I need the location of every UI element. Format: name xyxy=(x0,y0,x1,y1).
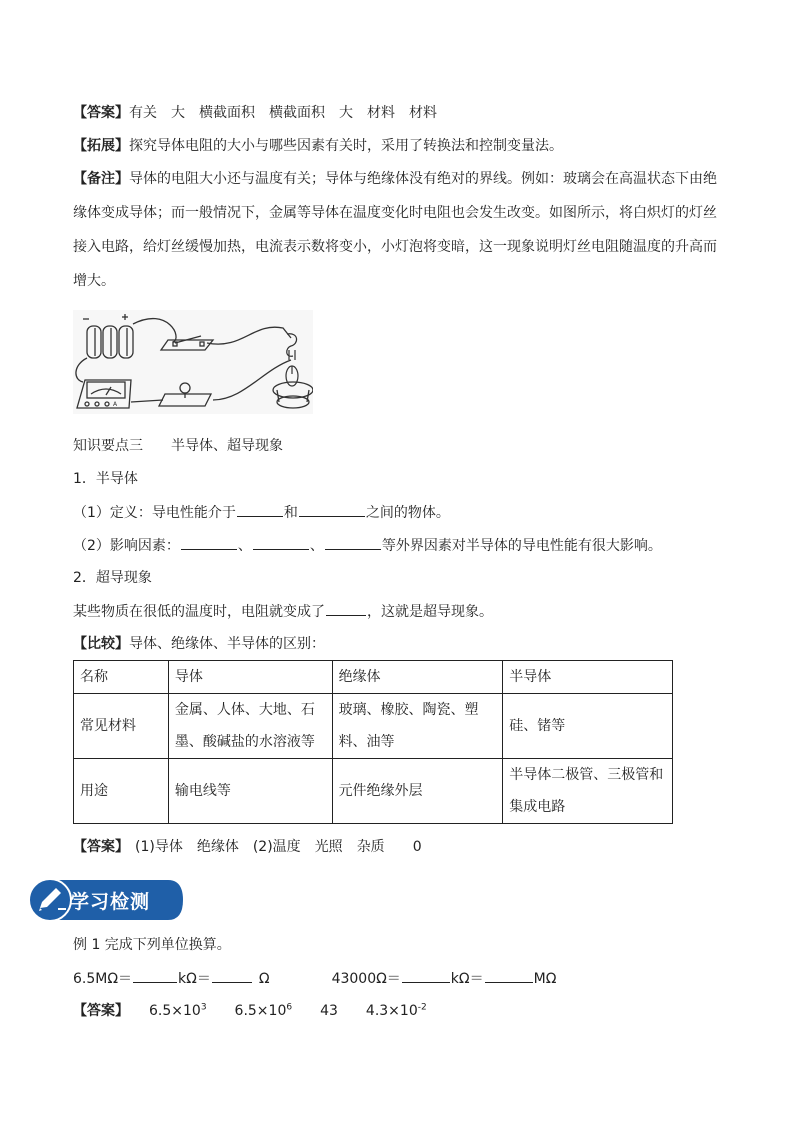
table-cell: 硅、锗等 xyxy=(503,694,673,759)
question-text: MΩ xyxy=(533,971,557,987)
answer-item: 6.5×10 xyxy=(149,1003,201,1019)
extend-line xyxy=(73,136,563,156)
separator: 、 xyxy=(309,538,324,554)
note-text: 导体的电阻大小还与温度有关；导体与绝缘体没有绝对的界线。例如：玻璃会在高温状态下由绝 xyxy=(129,171,717,187)
subheading: 2．超导现象 xyxy=(73,570,152,586)
section-title: 学习检测 xyxy=(70,891,151,913)
note-line: 缘体变成导体；而一般情况下，金属等导体在温度变化时电阻也会发生改变。如图所示，将白炽灯的灯丝 xyxy=(73,205,717,221)
answer-tag: 【答案】 xyxy=(73,105,129,121)
table-header-cell: 半导体 xyxy=(503,661,673,694)
table-cell: 用途 xyxy=(74,759,169,824)
definition-text: （1）定义：导电性能介于 xyxy=(73,505,236,521)
answer-item: 光照 xyxy=(314,839,343,855)
exponent: -2 xyxy=(417,1002,427,1013)
definition-line xyxy=(73,502,450,523)
compare-text: 导体、绝缘体、半导体的区别： xyxy=(129,636,325,652)
circuit-figure xyxy=(73,310,313,414)
factor-line xyxy=(73,535,662,556)
knowledge-heading-title: 半导体、超导现象 xyxy=(171,438,283,454)
superconduct-text: 某些物质在很低的温度时，电阻就变成了 xyxy=(73,604,325,620)
answer-item: 大 xyxy=(339,105,353,121)
factor-text: （2）影响因素： xyxy=(73,538,180,554)
note-line xyxy=(73,169,717,189)
answer-item: 绝缘体 xyxy=(196,839,239,855)
table-row xyxy=(74,759,673,824)
knowledge-heading-prefix: 知识要点三 xyxy=(73,438,143,454)
table-cell: 常见材料 xyxy=(74,694,169,759)
answer-item: 4.3×10 xyxy=(365,1003,418,1019)
table-cell: 元件绝缘外层 xyxy=(332,759,503,824)
example-title: 例 1 完成下列单位换算。 xyxy=(73,937,231,953)
ammeter-label: A xyxy=(113,401,118,408)
question-text: 43000Ω＝ xyxy=(331,971,401,987)
fill-blank[interactable] xyxy=(237,502,283,517)
note-tag: 【备注】 xyxy=(73,171,129,187)
example-question xyxy=(73,968,556,989)
exponent: 6 xyxy=(286,1002,293,1013)
compare-tag: 【比较】 xyxy=(73,636,129,652)
cell-line: 玻璃、橡胶、陶瓷、塑 xyxy=(338,702,479,718)
question-text: kΩ＝ xyxy=(450,971,484,987)
separator: 、 xyxy=(237,538,252,554)
knowledge-heading xyxy=(73,436,283,456)
answer-item: 材料 xyxy=(409,105,437,121)
answer-item: 大 xyxy=(171,105,185,121)
table-header-cell: 导体 xyxy=(168,661,332,694)
table-header-cell: 绝缘体 xyxy=(332,661,503,694)
table-cell xyxy=(503,759,673,824)
superconduct-text: ，这就是超导现象。 xyxy=(367,604,493,620)
note-line: 增大。 xyxy=(73,273,115,289)
table-cell: 输电线等 xyxy=(168,759,332,824)
table-cell xyxy=(332,694,503,759)
definition-text: 和 xyxy=(283,505,298,521)
answer-item: 6.5×10 xyxy=(234,1003,287,1019)
answer-item: 材料 xyxy=(367,105,395,121)
question-text: Ω xyxy=(258,971,270,987)
answer-tag: 【答案】 xyxy=(73,839,129,855)
table-cell xyxy=(168,694,332,759)
cell-line: 金属、人体、大地、石 xyxy=(174,702,315,718)
superconduct-line xyxy=(73,601,493,622)
cell-line: 半导体二极管、三极管和 xyxy=(509,767,664,783)
answer-item: 有关 xyxy=(129,105,157,121)
table-row xyxy=(74,694,673,759)
compare-line xyxy=(73,634,325,654)
answer-item: 杂质 xyxy=(356,839,385,855)
note-line: 接入电路，给灯丝缓慢加热，电流表示数将变小，小灯泡将变暗，这一现象说明灯丝电阻随温度的升高而 xyxy=(73,239,717,255)
fill-blank[interactable] xyxy=(325,535,381,550)
cell-line: 集成电路 xyxy=(509,799,566,815)
cell-line: 墨、酸碱盐的水溶液等 xyxy=(174,734,315,750)
table-header-row xyxy=(74,661,673,694)
example-answer-line xyxy=(73,1001,427,1021)
answer-item: 横截面积 xyxy=(199,105,255,121)
fill-blank[interactable] xyxy=(212,968,252,983)
answer-item: 横截面积 xyxy=(269,105,325,121)
factor-text: 等外界因素对半导体的导电性能有很大影响。 xyxy=(381,538,662,554)
fill-blank[interactable] xyxy=(253,535,309,550)
answer-item: 0 xyxy=(412,839,422,855)
extend-text: 探究导体电阻的大小与哪些因素有关时，采用了转换法和控制变量法。 xyxy=(129,138,563,154)
fill-blank[interactable] xyxy=(181,535,237,550)
fill-blank[interactable] xyxy=(402,968,450,983)
answer-tag: 【答案】 xyxy=(73,1003,129,1019)
answer-line xyxy=(73,103,437,123)
answer-item: 43 xyxy=(320,1003,338,1019)
answer-item: (1)导体 xyxy=(135,839,183,855)
cell-line: 料、油等 xyxy=(338,734,395,750)
table-header-cell: 名称 xyxy=(74,661,169,694)
table-answer-line xyxy=(73,837,422,857)
question-text: 6.5MΩ＝ xyxy=(73,971,133,987)
fill-blank[interactable] xyxy=(485,968,533,983)
fill-blank[interactable] xyxy=(133,968,177,983)
fill-blank[interactable] xyxy=(299,502,365,517)
exponent: 3 xyxy=(200,1002,207,1013)
subheading: 1．半导体 xyxy=(73,471,138,487)
fill-blank[interactable] xyxy=(326,601,366,616)
comparison-table xyxy=(73,660,673,824)
question-text: kΩ＝ xyxy=(178,971,211,987)
answer-item: (2)温度 xyxy=(252,839,301,855)
extend-tag: 【拓展】 xyxy=(73,138,129,154)
definition-text: 之间的物体。 xyxy=(365,505,450,521)
